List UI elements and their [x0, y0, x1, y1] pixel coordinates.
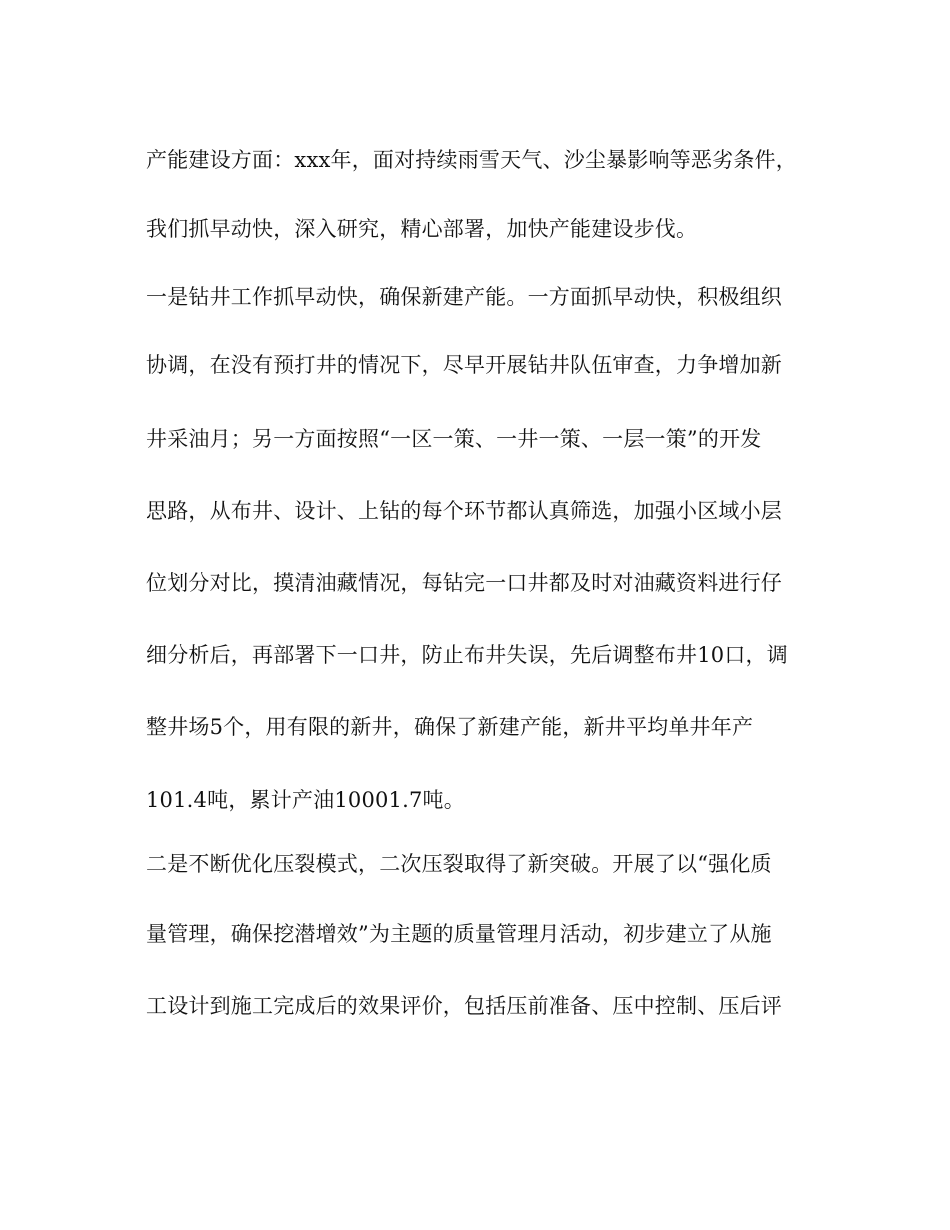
text-line: 工设计到施工完成后的效果评价，包括压前准备、压中控制、压后评	[146, 994, 782, 1018]
text-line: 我们抓早动快，深入研究，精心部署，加快产能建设步伐。	[146, 217, 698, 241]
text-line: 井采油月；另一方面按照“一区一策、一井一策、一层一策”的开发	[146, 427, 762, 451]
text-line: 协调，在没有预打井的情况下，尽早开展钻井队伍审查，力争增加新	[146, 353, 782, 377]
text-line: 101.4吨，累计产油10001.7吨。	[146, 788, 465, 812]
text-line: 整井场5个，用有限的新井，确保了新建产能，新井平均单井年产	[146, 715, 754, 739]
text-line: 产能建设方面：xxx年，面对持续雨雪天气、沙尘暴影响等恶劣条件，	[146, 148, 797, 172]
text-line: 位划分对比，摸清油藏情况，每钻完一口井都及时对油藏资料进行仔	[146, 571, 782, 595]
text-line: 二是不断优化压裂模式，二次压裂取得了新突破。开展了以“强化质	[146, 852, 772, 876]
text-line: 量管理，确保挖潜增效”为主题的质量管理月活动，初步建立了从施	[146, 922, 772, 946]
text-line: 思路，从布井、设计、上钻的每个环节都认真筛选，加强小区域小层	[146, 499, 782, 523]
text-line: 细分析后，再部署下一口井，防止布井失误，先后调整布井10口，调	[146, 643, 788, 667]
text-line: 一是钻井工作抓早动快，确保新建产能。一方面抓早动快，积极组织	[146, 285, 782, 309]
